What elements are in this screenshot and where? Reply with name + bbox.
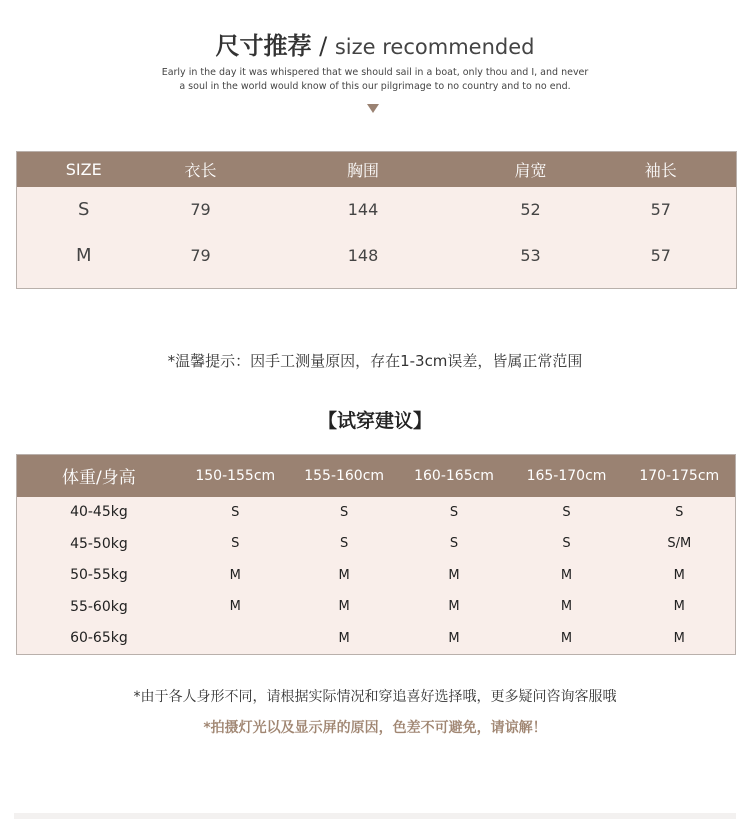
fit-size-cell: S: [231, 504, 240, 520]
table-row: [17, 560, 736, 592]
page-title: [0, 26, 750, 61]
weight-cell: 55-60kg: [70, 598, 128, 615]
fit-size-cell: S: [231, 536, 240, 552]
fit-size-cell: M: [448, 599, 460, 615]
title-separator: /: [311, 32, 335, 60]
fit-size-cell: S: [449, 504, 459, 520]
fit-size-cell: [181, 623, 290, 655]
table-padding-row: [17, 279, 737, 289]
fit-table: [16, 454, 736, 655]
fit-size-cell: M: [448, 567, 460, 583]
length-cell: 79: [190, 200, 211, 219]
size-cell: S: [78, 199, 90, 220]
fit-size-cell: S: [562, 504, 571, 520]
shoulder-cell: 52: [520, 200, 541, 219]
tagline-line-1: Early in the day it was whispered that we should sail in a boat, only thou and I, and never: [161, 67, 589, 78]
fit-header-corner: 体重/身高: [62, 468, 136, 489]
down-triangle-icon: [367, 104, 379, 113]
sleeve-cell: 57: [650, 246, 671, 265]
choose-note: *由于各人身形不同，请根据实际情况和穿追喜好选择哦，更多疑问咨询客服哦: [133, 689, 617, 705]
footer-band: [14, 813, 736, 819]
table-row: [17, 233, 737, 279]
fit-size-cell: M: [673, 567, 685, 583]
fit-size-cell: M: [673, 599, 685, 615]
weight-cell: 60-65kg: [70, 630, 128, 646]
fit-size-cell: M: [338, 567, 350, 583]
fit-size-cell: S: [675, 504, 684, 520]
table-row: [17, 497, 736, 529]
weight-cell: 50-55kg: [70, 567, 128, 584]
table-row: [17, 623, 736, 655]
chest-cell: 148: [347, 246, 379, 265]
fit-table-header: [17, 455, 736, 497]
fit-size-cell: M: [560, 567, 573, 583]
fit-header-height: 165-170cm: [526, 467, 607, 484]
fit-size-cell: S/M: [667, 536, 692, 552]
fit-size-cell: M: [229, 599, 241, 615]
fit-size-cell: M: [448, 630, 460, 646]
fit-header-height: 155-160cm: [304, 467, 385, 484]
fit-size-cell: M: [560, 630, 573, 646]
size-header-shoulder: 肩宽: [514, 160, 547, 180]
fit-size-cell: M: [560, 599, 573, 615]
sleeve-cell: 57: [650, 200, 671, 219]
fit-size-cell: M: [338, 630, 350, 646]
fit-header-height: 150-155cm: [195, 467, 276, 484]
fit-size-cell: M: [338, 599, 350, 615]
size-header-length: 衣长: [184, 160, 217, 180]
fit-size-cell: S: [449, 536, 459, 552]
size-header-chest: 胸围: [346, 160, 379, 180]
tagline-line-2: a soul in the world would know of this our pilgrimage to no country and to no end.: [179, 81, 571, 92]
weight-cell: 40-45kg: [70, 504, 128, 521]
fit-size-cell: M: [673, 630, 685, 646]
table-row: [17, 591, 736, 623]
fit-size-cell: M: [229, 567, 241, 583]
title-cn: 尺寸推荐: [215, 32, 312, 60]
size-table-header: [17, 152, 737, 187]
fit-size-cell: S: [340, 536, 349, 552]
size-table: [16, 151, 737, 289]
size-header-size: SIZE: [65, 159, 102, 179]
fit-section-title: 【试穿建议】: [317, 410, 432, 432]
table-row: [17, 187, 737, 233]
title-en: size recommended: [334, 35, 535, 59]
weight-cell: 45-50kg: [70, 535, 128, 552]
shoulder-cell: 53: [520, 246, 541, 265]
color-note: *拍摄灯光以及显示屏的原因，色差不可避免，请谅解！: [203, 720, 547, 736]
size-header-sleeve: 袖长: [644, 160, 677, 180]
fit-header-height: 160-165cm: [414, 467, 494, 484]
table-row: [17, 528, 736, 560]
fit-header-height: 170-175cm: [639, 467, 720, 484]
length-cell: 79: [190, 246, 211, 265]
fit-size-cell: S: [562, 536, 571, 552]
chest-cell: 144: [347, 200, 379, 219]
measure-note: *温馨提示：因手工测量原因，存在1-3cm误差，皆属正常范围: [167, 352, 583, 370]
fit-size-cell: S: [340, 504, 349, 520]
size-cell: M: [75, 245, 92, 266]
